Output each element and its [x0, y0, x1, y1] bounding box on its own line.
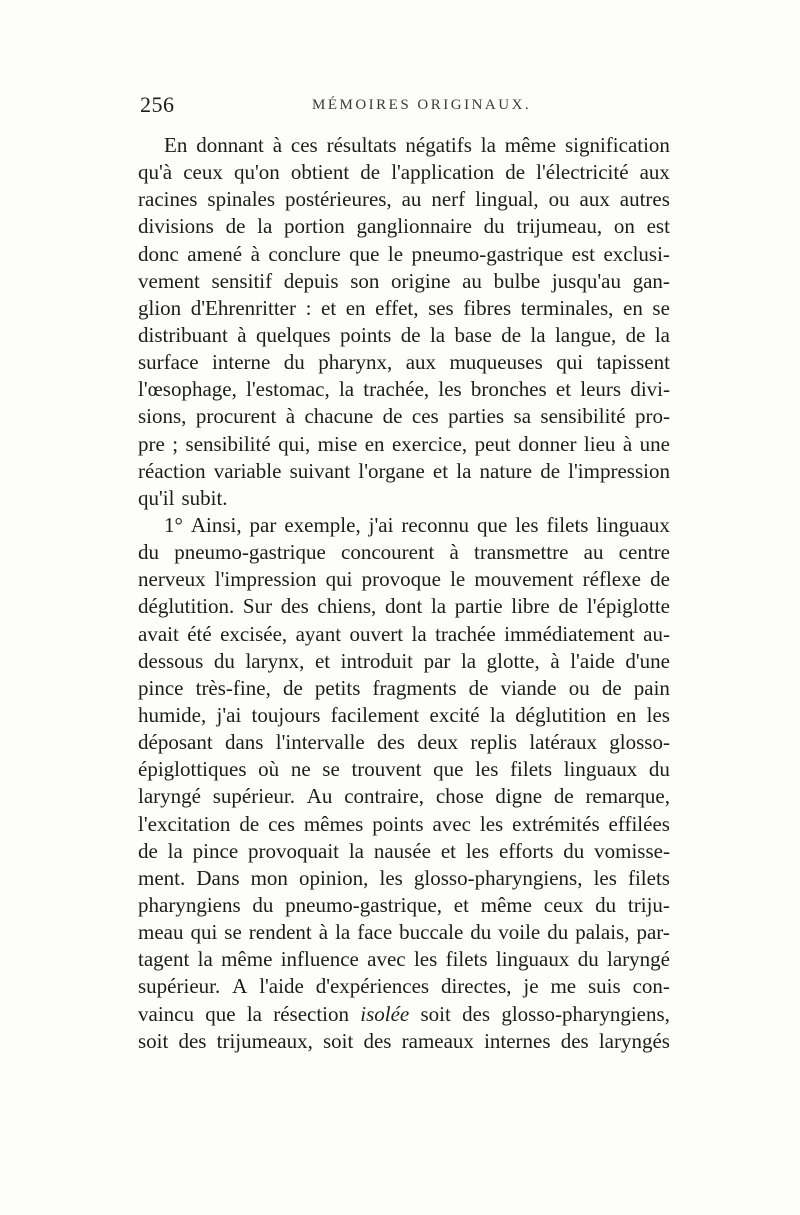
text-line: divisions de la portion ganglionnaire du trijumeau, on est [138, 214, 670, 239]
text-line: du pneumo-gastrique concourent à transmettre au centre [138, 540, 670, 565]
text-line: laryngé supérieur. Au contraire, chose digne de remarque, [138, 784, 670, 809]
running-title: MÉMOIRES ORIGINAUX. [312, 97, 532, 113]
text-line: tagent la même influence avec les filets linguaux du laryngé [138, 947, 670, 972]
text-line: nerveux l'impression qui provoque le mouvement réflexe de [138, 567, 670, 592]
text-line: distribuant à quelques points de la base de la langue, de la [138, 322, 670, 347]
text-line: sions, procurent à chacune de ces parties sa sensibilité pro- [138, 404, 670, 429]
page-number: 256 [140, 92, 175, 117]
text-line: déglutition. Sur des chiens, dont la partie libre de l'épiglotte [138, 594, 670, 619]
text-line: surface interne du pharynx, aux muqueuses qui tapissent [138, 350, 670, 375]
text-line: 1° Ainsi, par exemple, j'ai reconnu que les filets linguaux [164, 512, 670, 537]
text-line: l'œsophage, l'estomac, la trachée, les bronches et leurs divi- [138, 377, 670, 402]
text-line: vement sensitif depuis son origine au bulbe jusqu'au gan- [138, 268, 670, 293]
text-line: soit des trijumeaux, soit des rameaux internes des laryngés [138, 1028, 670, 1053]
text-line: donc amené à conclure que le pneumo-gastrique est exclusi- [138, 241, 670, 266]
text-line: racines spinales postérieures, au nerf lingual, ou aux autres [138, 187, 670, 212]
text-line: ment. Dans mon opinion, les glosso-pharyngiens, les filets [138, 865, 670, 890]
text-line: pharyngiens du pneumo-gastrique, et même ceux du triju- [138, 892, 670, 917]
text-line: déposant dans l'intervalle des deux replis latéraux glosso- [138, 730, 670, 755]
text-line: l'excitation de ces mêmes points avec les extrémités effilées [138, 811, 670, 836]
text-line: pince très-fine, de petits fragments de viande ou de pain [138, 675, 670, 700]
text-line: réaction variable suivant l'organe et la nature de l'impression [138, 458, 670, 483]
running-head [140, 92, 670, 122]
text-line: dessous du larynx, et introduit par la glotte, à l'aide d'une [138, 648, 670, 673]
text-line: qu'à ceux qu'on obtient de l'application de l'électricité aux [138, 160, 670, 185]
text-line: qu'il subit. [138, 485, 228, 510]
text-line: avait été excisée, ayant ouvert la trachée immédiatement au- [138, 621, 670, 646]
body-text [138, 132, 670, 1055]
text-line: humide, j'ai toujours facilement excité la déglutition en les [138, 702, 670, 727]
text-line: supérieur. A l'aide d'expériences directes, je me suis con- [138, 974, 670, 999]
text-line: de la pince provoquait la nausée et les efforts du vomisse- [138, 838, 670, 863]
text-line: pre ; sensibilité qui, mise en exercice, peut donner lieu à une [138, 431, 670, 456]
text-line: meau qui se rendent à la face buccale du voile du palais, par- [138, 920, 670, 945]
text-line: glion d'Ehrenritter : et en effet, ses fibres terminales, en se [138, 295, 670, 320]
text-line: vaincu que la résection isolée soit des glosso-pharyngiens, [138, 1001, 670, 1026]
text-line: épiglottiques où ne se trouvent que les filets linguaux du [138, 757, 670, 782]
text-line: En donnant à ces résultats négatifs la même signification [164, 133, 670, 157]
